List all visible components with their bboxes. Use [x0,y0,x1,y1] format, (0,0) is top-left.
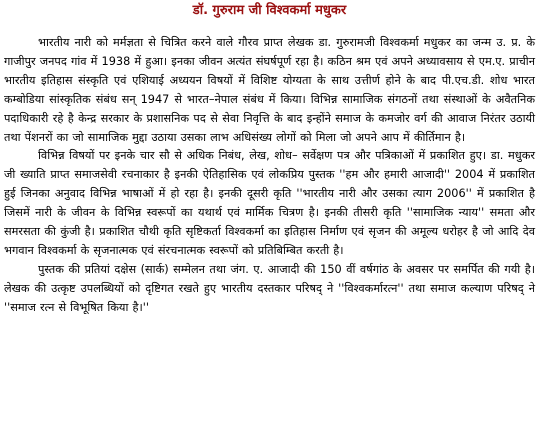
paragraph-honors: पुस्तक की प्रतियां दक्षेस (सार्क) सम्मेलन तथा जंग. ए. आजादी की 150 वीं वर्षगांठ के अवसर पर समर्पित की गयी है। लेखक की उत्कृष्ट उपलब्धियों को दृष्टिगत रखते हुए भारतीय दस्तकार परिषद् ने ''विश्वकर्मारत्न'' तथा समाज कल्याण परिषद् ने ''समाज रत्न से विभूषित किया है।'' [4,262,535,314]
paragraph-biography: भारतीय नारी को मर्मज्ञता से चित्रित करने वाले गौरव प्राप्त लेखक डा. गुरुरामजी विश्वकर्मा मधुकर का जन्म उ. प्र. के गाजीपुर जनपद गांव में 1938 में हुआ। इनका जीवन अत्यंत संघर्षपूर्ण रहा है। कठिन श्रम एवं अपने अध्यावसाय से एम.ए. प्राचीन भारतीय इतिहास संस्कृति एवं एशियाई अध्ययन विषयों में विशिष्ट योग्यता के साथ उत्तीर्ण होने के बाद पी.एच.डी. शोध भारत कम्बोडिया सांस्कृतिक संबंध सन् 1947 से भारत–नेपाल संबंध में किया। विभिन्न सामाजिक संगठनों तथा संस्थाओं के अवैतनिक पदाधिकारी रहे है केन्द्र सरकार के प्रशासनिक पद से सेवा निवृत्ति के बाद इन्होंने समाज के कमजोर वर्ग की आवाज निरंतर उठायी तथा पेंशनरों का जो सामाजिक मुद्दा उठाया उसका लाभ अधिसंख्य लोगों को मिला जो अपने आप में कीर्तिमान है। [4,36,535,144]
paragraph-works: विभिन्न विषयों पर इनके चार सौ से अधिक निबंध, लेख, शोध– सर्वेक्षण पत्र और पत्रिकाओं में प्रकाशित हुए। डा. मधुकर जी ख्याति प्राप्त समाजसेवी रचनाकार है इनकी ऐतिहासिक एवं लोकप्रिय पुस्तक ''हम और हमारी आजादी'' 2004 में प्रकाशित हुई जिनका अनुवाद विभिन्न भाषाओं में हो रहा है। इनकी दूसरी कृति ''भारतीय नारी और उसका त्याग 2006'' में प्रकाशित है जिसमें नारी के जीवन के विभिन्न स्वरूपों का यथार्थ एवं मार्मिक चित्रण है। इनकी तीसरी कृति ''सामाजिक न्याय'' समता और समरसता की कुंजी है। प्रकाशित चौथी कृति सृष्टिकर्ता विश्वकर्मा का इतिहास निर्माण एवं सृजन की अमूल्य धरोहर है जो आदि देव भगवान विश्वकर्मा के सृजनात्मक एवं संरचनात्मक स्वरूपों को प्रतिबिम्बित करती है। [4,149,535,257]
page-title: डॉ. गुरुराम जी विश्वकर्मा मधुकर [192,3,347,18]
